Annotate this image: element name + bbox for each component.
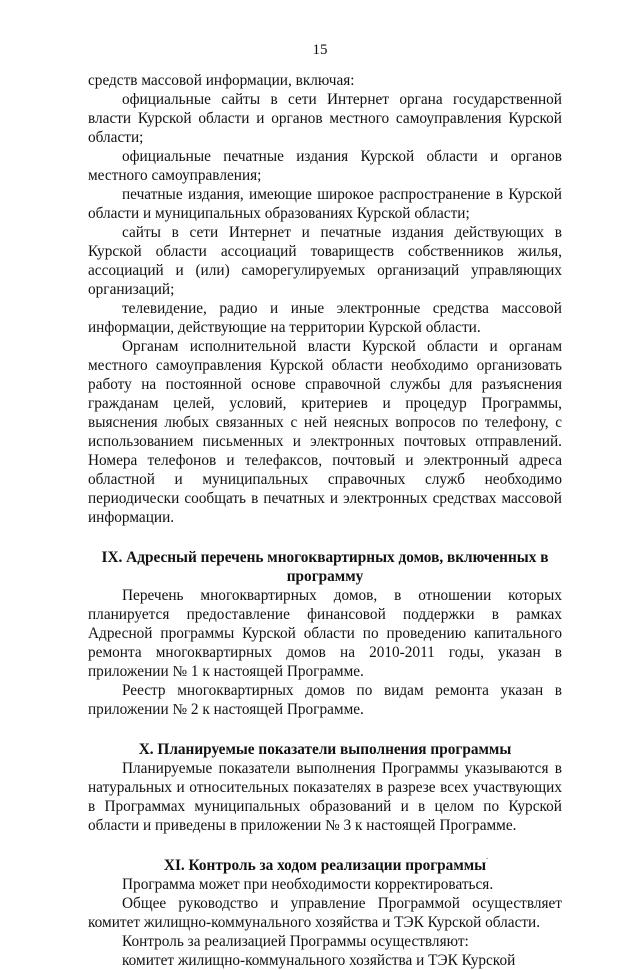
page-number: 15 <box>312 42 328 58</box>
section-heading-xi: XI. Контроль за ходом реализации программы <box>163 857 487 874</box>
paragraph: телевидение, радио и иные электронные средства массовой информации, действующие на территории Курской области. <box>88 300 562 336</box>
paragraph: Общее руководство и управление Программой осуществляет комитет жилищно-коммунального хозяйства и ТЭК Курской области. <box>88 895 562 931</box>
paragraph: официальные печатные издания Курской области и органов местного самоуправления; <box>88 148 562 184</box>
body-text <box>88 71 562 970</box>
paragraph: средств массовой информации, включая: <box>88 72 355 89</box>
paragraph: Контроль за реализацией Программы осуществляют: <box>122 933 469 950</box>
paragraph: Реестр многоквартирных домов по видам ремонта указан в приложении № 2 к настоящей Программе. <box>88 682 562 718</box>
paragraph: Планируемые показатели выполнения Программы указываются в натуральных и относительных показателях в разрезе всех участвующих в Программах муниципальных образований и в целом по Курской области и приведены в приложении № 3 к настоящей Программе. <box>88 760 562 834</box>
paragraph: официальные сайты в сети Интернет органа государственной власти Курской области и органов местного самоуправления Курской области; <box>88 91 562 146</box>
paragraph: Органам исполнительной власти Курской области и органам местного самоуправления Курской области необходимо организовать работу на постоянной основе справочной службы для разъяснения гражданам целей, условий, критериев и процедур Программы, выяснения любых связанных с ней неясных вопросов по телефону, с использованием письменных и электронных почтовых отправлений. Номера телефонов и телефаксов, почтовый и электронный адреса областной и муниципальных справочных служб необходимо периодически сообщать в печатных и электронных средствах массовой информации. <box>88 338 562 526</box>
paragraph: комитет жилищно-коммунального хозяйства и ТЭК Курской <box>122 952 516 969</box>
section-heading-x: X. Планируемые показатели выполнения программы <box>138 741 512 758</box>
paragraph: Перечень многоквартирных домов, в отношении которых планируется предоставление финансовой поддержки в рамках Адресной программы Курской области по проведению капитального ремонта многоквартирных домов на 2010-2011 годы, указан в приложении № 1 к настоящей Программе. <box>88 587 562 680</box>
paragraph: сайты в сети Интернет и печатные издания действующих в Курской области ассоциаций товариществ собственников жилья, ассоциаций и (или) саморегулируемых организаций управляющих организаций; <box>88 224 562 298</box>
paragraph: Программа может при необходимости корректироваться. <box>122 876 494 893</box>
footer-mark: . <box>486 851 489 861</box>
paragraph: печатные издания, имеющие широкое распространение в Курской области и муниципальных образованиях Курской области; <box>88 186 562 222</box>
section-heading-ix: IX. Адресный перечень многоквартирных домов, включенных в программу <box>101 549 549 585</box>
